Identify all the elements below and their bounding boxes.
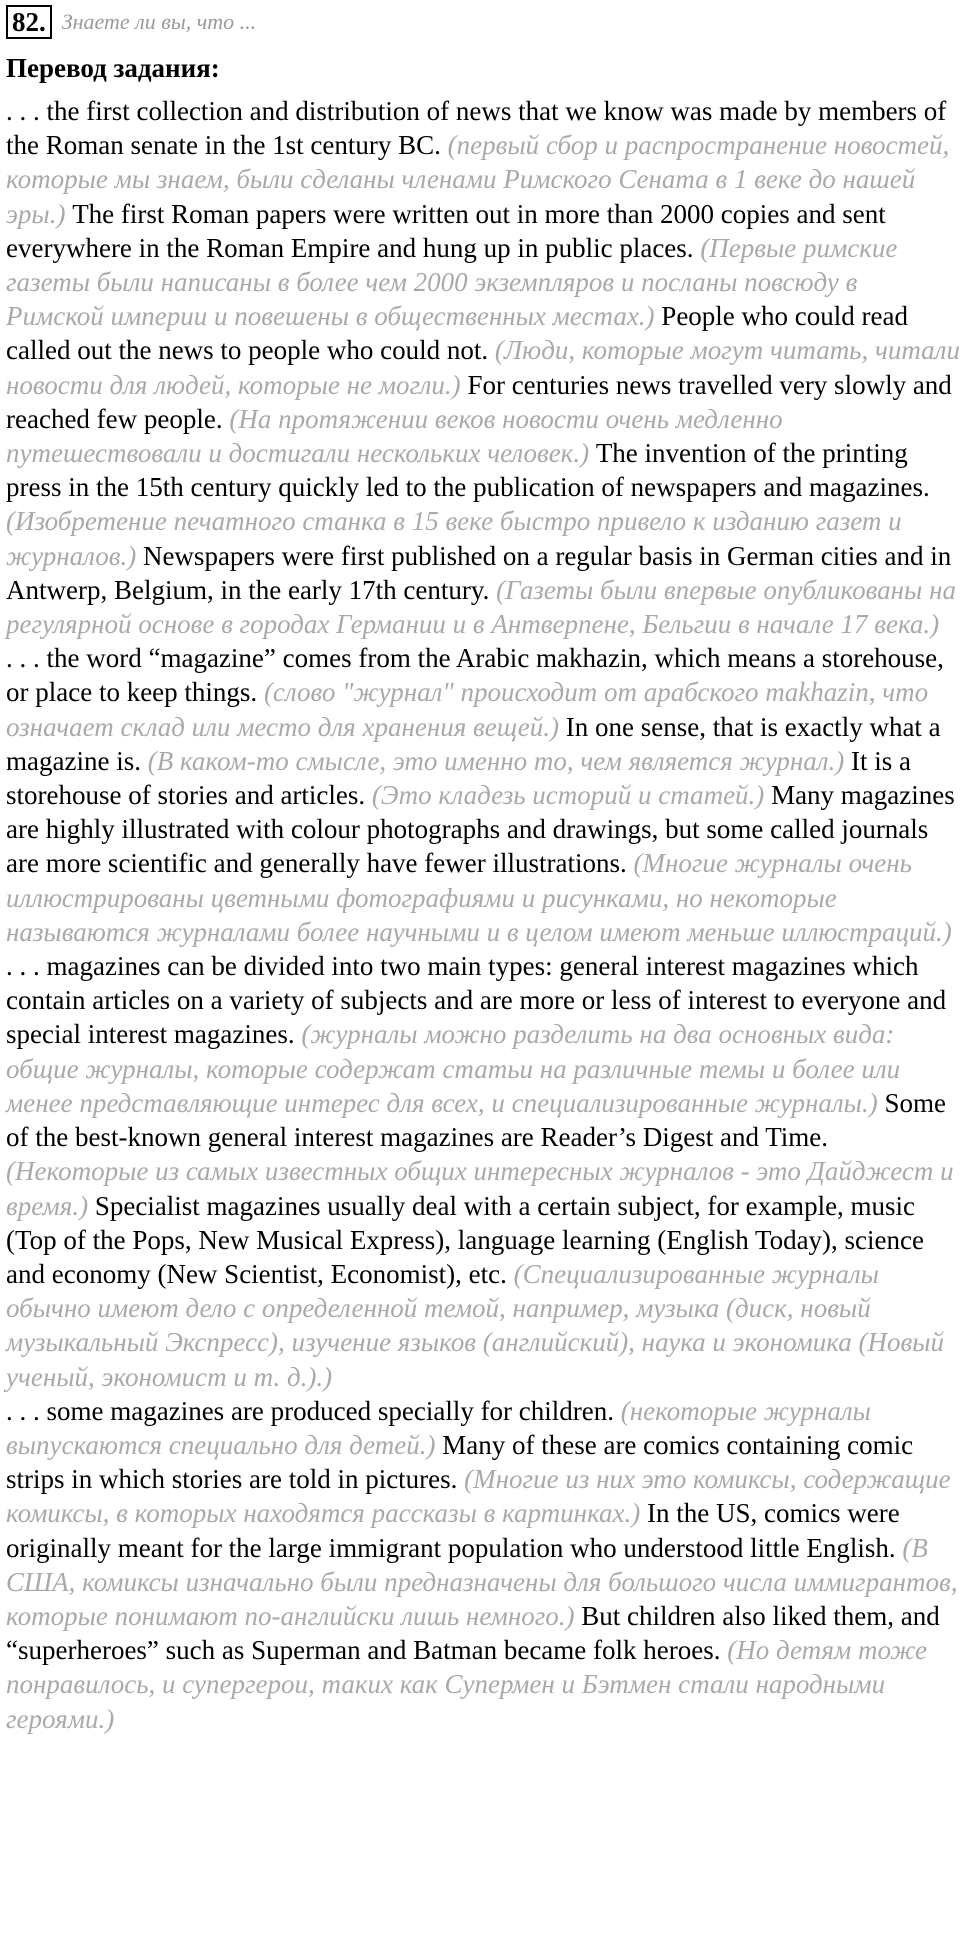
- russian-translation-text: (В США, комиксы изначально были предназначены для большого числа иммигрантов, которые понимают по-английски лишь немного.): [6, 1532, 958, 1631]
- exercise-header: [6, 4, 960, 40]
- russian-translation-text: (первый сбор и распространение новостей, которые мы знаем, были сделаны членами Римского Сената в 1 веке до нашей эры.): [6, 130, 950, 229]
- exercise-subtitle: Знаете ли вы, что ...: [61, 9, 257, 34]
- russian-translation-text: (некоторые журналы выпускаются специально для детей.): [6, 1395, 871, 1460]
- exercise-number: 82.: [6, 5, 52, 39]
- english-source-text: Specialist magazines usually deal with a certain subject, for example, music (Top of the Pops, New Musical Express), language learning (English Today), science and economy (New Scientist, Economist), etc.: [6, 1190, 924, 1289]
- russian-translation-text: (Изобретение печатного станка в 15 веке быстро привело к изданию газет и журналов.): [6, 506, 902, 571]
- english-source-text: For centuries news travelled very slowly and reached few people.: [6, 369, 952, 434]
- english-source-text: In the US, comics were originally meant for the large immigrant population who understood little English.: [6, 1498, 903, 1563]
- russian-translation-text: (Это кладезь историй и статей.): [371, 780, 772, 811]
- english-source-text: The first Roman papers were written out in more than 2000 copies and sent everywhere in the Roman Empire and hung up in public places.: [6, 198, 886, 263]
- english-source-text: Some of the best-known general interest magazines are Reader’s Digest and Time.: [6, 1087, 946, 1153]
- english-source-text: . . . some magazines are produced specially for children.: [6, 1395, 621, 1426]
- english-source-text: But children also liked them, and “superheroes” such as Superman and Batman became folk heroes.: [6, 1600, 940, 1666]
- english-source-text: In one sense, that is exactly what a magazine is.: [6, 711, 941, 776]
- english-source-text: . . . the first collection and distribution of news that we know was made by members of the Roman senate in the 1st century BC.: [6, 96, 947, 161]
- english-source-text: . . . the word “magazine” comes from the Arabic makhazin, which means a storehouse, or place to keep things.: [6, 643, 944, 708]
- paragraph-1: [6, 94, 960, 641]
- english-source-text: Many magazines are highly illustrated with colour photographs and drawings, but some called journals are more scientific and generally have fewer illustrations.: [6, 780, 955, 879]
- russian-translation-text: (слово "журнал" происходит от арабского makhazin, что означает склад или место для хранения вещей.): [6, 677, 929, 742]
- russian-translation-text: (В каком-то смысле, это именно то, чем является журнал.): [147, 745, 851, 776]
- russian-translation-text: (Газеты были впервые опубликованы на регулярной основе в городах Германии и в Антверпене, Бельгии в начале 17 века.): [6, 574, 956, 640]
- russian-translation-text: (Первые римские газеты были написаны в более чем 2000 экземпляров и посланы повсюду в Римской империи и повешены в общественных местах.): [6, 232, 898, 332]
- translation-heading: Перевод задания:: [6, 53, 220, 83]
- english-source-text: It is a storehouse of stories and articles.: [6, 745, 911, 811]
- translation-body: [6, 94, 960, 1736]
- russian-translation-text: (Некоторые из самых известных общих интересных журналов - это Дайджест и время.): [6, 1156, 954, 1221]
- paragraph-3: [6, 949, 960, 1394]
- russian-translation-text: (Люди, которые могут читать, читали новости для людей, которые не могли.): [6, 335, 960, 400]
- english-source-text: People who could read called out the news to people who could not.: [6, 301, 908, 366]
- russian-translation-text: (На протяжении веков новости очень медленно путешествовали и достигали нескольких человек.): [6, 403, 783, 469]
- english-source-text: . . . magazines can be divided into two main types: general interest magazines which contain articles on a variety of subjects and are more or less of interest to everyone and special interest magazines.: [6, 951, 947, 1050]
- russian-translation-text: (Но детям тоже понравилось, и супергерои, таких как Супермен и Бэтмен стали народными героями.): [6, 1635, 928, 1734]
- russian-translation-text: (журналы можно разделить на два основных вида: общие журналы, которые содержат статьи на различные темы и более или менее представляющие интерес для всех, и специализированные журналы.): [6, 1019, 901, 1118]
- russian-translation-text: (Многие журналы очень иллюстрированы цветными фотографиями и рисунками, но некоторые называются журналами более научными и в целом имеют меньше иллюстраций.): [6, 848, 952, 947]
- russian-translation-text: (Многие из них это комиксы, содержащие комиксы, в которых находятся рассказы в картинках.): [6, 1464, 951, 1529]
- russian-translation-text: (Специализированные журналы обычно имеют дело с определенной темой, например, музыка (диск, новый музыкальный Экспресс), изучение языков (английский), наука и экономика (Новый ученый, экономист и т. д.).): [6, 1258, 944, 1392]
- paragraph-4: [6, 1394, 960, 1736]
- english-source-text: The invention of the printing press in the 15th century quickly led to the publication of newspapers and magazines.: [6, 438, 930, 503]
- english-source-text: Newspapers were first published on a regular basis in German cities and in Antwerp, Belgium, in the early 17th century.: [6, 540, 952, 605]
- english-source-text: Many of these are comics containing comic strips in which stories are told in pictures.: [6, 1429, 914, 1495]
- paragraph-2: [6, 641, 960, 949]
